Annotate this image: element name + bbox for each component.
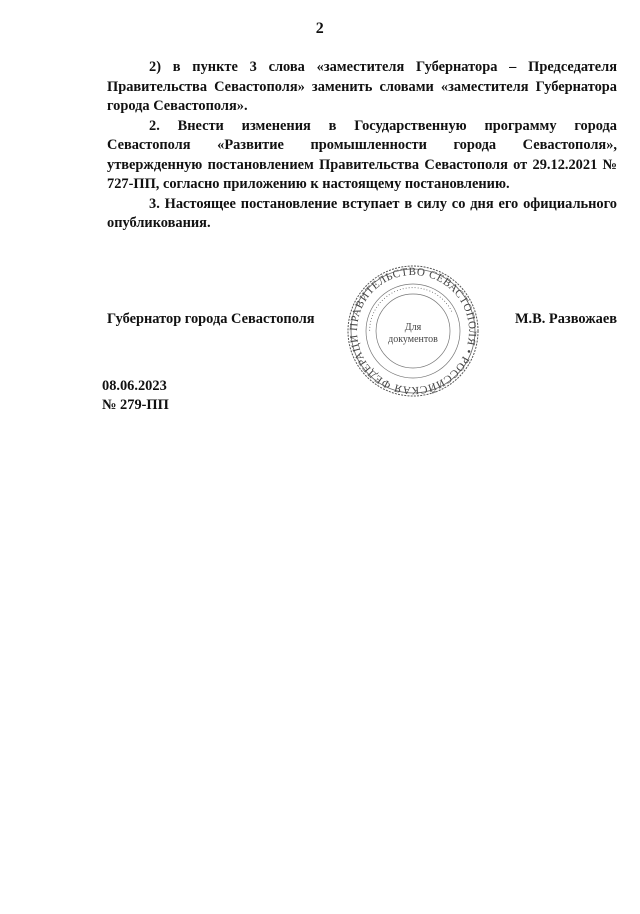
paragraph-amendment-point-3: 2) в пункте 3 слова «заместителя Губернатора – Председателя Правительства Севастополя» заменить словами «заместителя Губернатора города Севастополя». [107, 59, 617, 114]
document-number: № 279-ПП [102, 397, 169, 413]
svg-text:• • • • • • • • • • • • • • •: • • • • • • • • • • • • • • • • • • • • • • • • • • • • • • • • • • • • • • • [366, 284, 455, 332]
document-date: 08.06.2023 [102, 378, 167, 394]
seal-outer-text: ПРАВИТЕЛЬСТВО СЕВАСТОПОЛЯ • РОССИЙСКАЯ ФЕДЕРАЦИ [347, 265, 479, 397]
page-number: 2 [315, 20, 325, 37]
paragraph-entry-into-force: 3. Настоящее постановление вступает в силу со дня его официального опубликования. [107, 195, 617, 231]
signatory-title: Губернатор города Севастополя [107, 311, 315, 327]
seal-center-line-2: документов [388, 334, 438, 345]
seal-icon [343, 264, 483, 398]
document-date-number [102, 377, 169, 415]
official-seal [343, 264, 483, 398]
seal-center-line-1: Для [404, 322, 422, 333]
paragraph-program-changes: 2. Внести изменения в Государственную программу города Севастополя «Развитие промышленности города Севастополя», утвержденную постановлением Правительства Севастополя от 29.12.2021 № 727-ПП, согласно приложению к настоящему постановлению. [107, 117, 617, 192]
signatory-name: М.В. Развожаев [514, 311, 617, 327]
document-body [107, 58, 617, 234]
